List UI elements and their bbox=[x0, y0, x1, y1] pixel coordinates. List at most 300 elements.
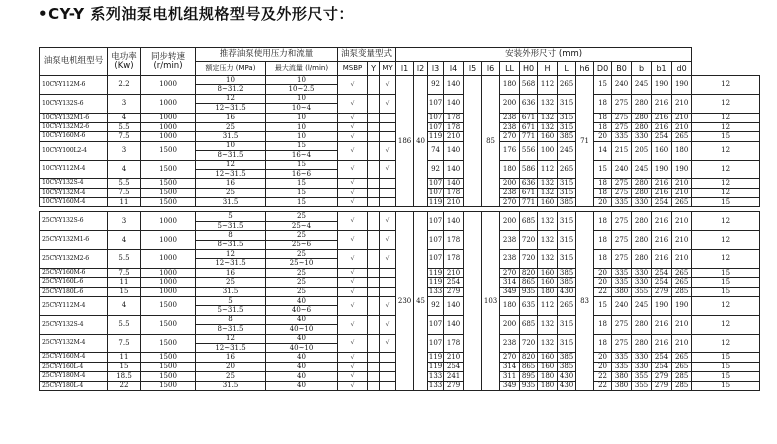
cell-pump-type: √ bbox=[338, 381, 368, 390]
cell-pressure: 5~31.5 bbox=[196, 306, 266, 315]
cell-D0: 335 bbox=[612, 278, 632, 287]
cell-LL: 238 bbox=[500, 188, 520, 197]
cell-H: 132 bbox=[538, 179, 558, 188]
cell-B0: 280 bbox=[632, 188, 652, 197]
cell-pump-type bbox=[368, 372, 380, 381]
cell-l4: 140 bbox=[444, 179, 464, 188]
cell-D0: 380 bbox=[612, 381, 632, 390]
cell-d0: 12 bbox=[692, 122, 760, 131]
cell-b: 254 bbox=[652, 353, 672, 362]
cell-D0: 335 bbox=[612, 362, 632, 371]
cell-power: 11 bbox=[108, 278, 141, 287]
cell-D0: 335 bbox=[612, 268, 632, 277]
cell-d0: 15 bbox=[692, 381, 760, 390]
cell-flow: 40~10 bbox=[266, 343, 338, 352]
cell-h6: 15 bbox=[594, 76, 612, 95]
cell-l3: 119 bbox=[428, 353, 443, 362]
cell-l3: 107 bbox=[428, 94, 444, 113]
cell-pump-type: √ bbox=[338, 362, 368, 371]
cell-b1: 210 bbox=[672, 188, 692, 197]
cell-pump-type bbox=[368, 122, 380, 131]
header-power: 电功率 (Kw) bbox=[108, 48, 141, 76]
cell-l-dim: 315 bbox=[558, 250, 576, 269]
cell-b1: 180 bbox=[672, 141, 692, 160]
cell-D0: 240 bbox=[612, 76, 632, 95]
cell-pump-type bbox=[368, 250, 380, 269]
cell-speed: 1500 bbox=[141, 179, 196, 188]
cell-pressure: 12 bbox=[196, 94, 266, 103]
cell-LL: 270 bbox=[500, 198, 520, 207]
cell-h6: 15 bbox=[594, 160, 612, 179]
cell-l-dim: 385 bbox=[558, 362, 576, 371]
cell-pump-type: √ bbox=[338, 141, 368, 160]
cell-b1: 210 bbox=[672, 212, 692, 231]
cell-l4: 279 bbox=[444, 381, 464, 390]
cell-flow: 25 bbox=[266, 212, 338, 221]
cell-pump-type bbox=[368, 212, 380, 231]
cell-h6: 15 bbox=[594, 296, 612, 315]
cell-LL: 238 bbox=[500, 334, 520, 353]
cell-flow: 40 bbox=[266, 353, 338, 362]
cell-H: 160 bbox=[538, 278, 558, 287]
cell-pump-type: √ bbox=[338, 278, 368, 287]
cell-pump-type: √ bbox=[338, 132, 368, 141]
cell-l3: 107 bbox=[428, 188, 443, 197]
cell-b: 254 bbox=[652, 278, 672, 287]
cell-l4: 178 bbox=[444, 250, 464, 269]
cell-pump-type bbox=[368, 334, 380, 353]
cell-b: 216 bbox=[652, 334, 672, 353]
cell-H0: 586 bbox=[520, 160, 538, 179]
cell-l4: 210 bbox=[444, 353, 464, 362]
header-dim-6: LL bbox=[500, 62, 520, 76]
cell-H: 132 bbox=[538, 212, 558, 231]
cell-B0: 280 bbox=[632, 212, 652, 231]
cell-pump-type bbox=[368, 231, 380, 250]
cell-flow: 25 bbox=[266, 268, 338, 277]
cell-B0: 330 bbox=[632, 132, 652, 141]
cell-pressure: 20 bbox=[196, 362, 266, 371]
cell-pressure: 8~31.5 bbox=[196, 325, 266, 334]
cell-pump-type: √ bbox=[338, 372, 368, 381]
cell-b1: 285 bbox=[672, 372, 692, 381]
header-dim-10: h6 bbox=[576, 62, 594, 76]
cell-l2: 45 bbox=[414, 212, 428, 390]
cell-d0: 12 bbox=[692, 212, 760, 231]
cell-flow: 25 bbox=[266, 278, 338, 287]
cell-flow: 15 bbox=[266, 188, 338, 197]
header-dim-5: l6 bbox=[482, 62, 500, 76]
cell-power: 15 bbox=[108, 362, 141, 371]
cell-power: 5.5 bbox=[108, 250, 141, 269]
cell-H: 160 bbox=[538, 268, 558, 277]
cell-pressure: 31.5 bbox=[196, 381, 266, 390]
cell-D0: 275 bbox=[612, 94, 632, 113]
cell-H: 160 bbox=[538, 362, 558, 371]
cell-l-dim: 315 bbox=[558, 94, 576, 113]
cell-B0: 280 bbox=[632, 334, 652, 353]
cell-H0: 671 bbox=[520, 188, 538, 197]
cell-b: 254 bbox=[652, 268, 672, 277]
cell-pressure: 25 bbox=[196, 278, 266, 287]
cell-l3: 92 bbox=[428, 76, 444, 95]
cell-pressure: 16 bbox=[196, 353, 266, 362]
cell-H: 132 bbox=[538, 122, 558, 131]
cell-speed: 1000 bbox=[141, 268, 196, 277]
cell-B0: 245 bbox=[632, 296, 652, 315]
header-dim-7: H0 bbox=[520, 62, 538, 76]
cell-l3: 119 bbox=[428, 132, 443, 141]
cell-H0: 671 bbox=[520, 113, 538, 122]
cell-model: 25CY-Y132M-4 bbox=[40, 334, 108, 353]
cell-model: 10CY-Y132S-4 bbox=[40, 179, 108, 188]
cell-l2: 40 bbox=[414, 76, 428, 207]
cell-b1: 210 bbox=[672, 94, 692, 113]
cell-D0: 275 bbox=[612, 179, 632, 188]
cell-l4: 140 bbox=[444, 160, 464, 179]
cell-model: 25CY-Y132M2-6 bbox=[40, 250, 108, 269]
cell-LL: 200 bbox=[500, 179, 520, 188]
cell-pump-type bbox=[368, 141, 380, 160]
cell-speed: 1000 bbox=[141, 132, 196, 141]
cell-l3: 119 bbox=[428, 268, 443, 277]
cell-B0: 245 bbox=[632, 160, 652, 179]
cell-l3: 107 bbox=[428, 315, 444, 334]
cell-flow: 40 bbox=[266, 296, 338, 305]
cell-pressure: 5~31.5 bbox=[196, 221, 266, 230]
cell-pump-type bbox=[368, 198, 380, 207]
cell-power: 11 bbox=[108, 198, 141, 207]
cell-H: 180 bbox=[538, 381, 558, 390]
cell-l4: 178 bbox=[444, 231, 464, 250]
cell-l4: 178 bbox=[444, 334, 464, 353]
cell-flow: 25 bbox=[266, 287, 338, 296]
cell-speed: 1000 bbox=[141, 231, 196, 250]
cell-H0: 820 bbox=[520, 353, 538, 362]
cell-B0: 355 bbox=[632, 287, 652, 296]
cell-power: 7.5 bbox=[108, 188, 141, 197]
cell-b1: 285 bbox=[672, 381, 692, 390]
cell-d0: 12 bbox=[692, 141, 760, 160]
cell-L: 83 bbox=[576, 212, 594, 390]
cell-d0: 12 bbox=[692, 94, 760, 113]
cell-LL: 270 bbox=[500, 353, 520, 362]
cell-flow: 10~2.5 bbox=[266, 85, 338, 94]
cell-l4: 254 bbox=[444, 278, 464, 287]
cell-speed: 1500 bbox=[141, 362, 196, 371]
cell-H0: 935 bbox=[520, 381, 538, 390]
cell-b: 254 bbox=[652, 362, 672, 371]
cell-pump-type bbox=[380, 188, 396, 197]
cell-H0: 635 bbox=[520, 296, 538, 315]
cell-flow: 40 bbox=[266, 372, 338, 381]
cell-l-dim: 385 bbox=[558, 132, 576, 141]
cell-l6: 103 bbox=[482, 212, 500, 390]
cell-d0: 12 bbox=[692, 231, 760, 250]
cell-flow: 10 bbox=[266, 76, 338, 85]
cell-l-dim: 315 bbox=[558, 334, 576, 353]
cell-speed: 1000 bbox=[141, 287, 196, 296]
cell-pump-type: √ bbox=[338, 94, 368, 113]
cell-power: 4 bbox=[108, 113, 141, 122]
cell-pressure: 8 bbox=[196, 315, 266, 324]
cell-l4: 210 bbox=[444, 198, 464, 207]
cell-H0: 685 bbox=[520, 315, 538, 334]
cell-pressure: 8~31.2 bbox=[196, 85, 266, 94]
cell-speed: 1000 bbox=[141, 250, 196, 269]
cell-b: 254 bbox=[652, 198, 672, 207]
cell-h6: 18 bbox=[594, 231, 612, 250]
cell-pressure: 8~31.5 bbox=[196, 240, 266, 249]
header-y: Y bbox=[368, 62, 380, 76]
cell-D0: 240 bbox=[612, 296, 632, 315]
cell-flow: 25~6 bbox=[266, 240, 338, 249]
cell-LL: 200 bbox=[500, 315, 520, 334]
cell-l4: 241 bbox=[444, 372, 464, 381]
cell-flow: 40 bbox=[266, 315, 338, 324]
cell-h6: 18 bbox=[594, 212, 612, 231]
cell-pump-type: √ bbox=[380, 296, 396, 315]
cell-b: 216 bbox=[652, 122, 672, 131]
cell-power: 18.5 bbox=[108, 372, 141, 381]
cell-H0: 720 bbox=[520, 231, 538, 250]
cell-pump-type: √ bbox=[338, 268, 368, 277]
cell-l-dim: 315 bbox=[558, 231, 576, 250]
cell-B0: 280 bbox=[632, 231, 652, 250]
cell-pump-type bbox=[380, 198, 396, 207]
cell-D0: 380 bbox=[612, 287, 632, 296]
cell-speed: 1500 bbox=[141, 296, 196, 315]
cell-pump-type bbox=[380, 353, 396, 362]
cell-pressure: 31.5 bbox=[196, 287, 266, 296]
cell-speed: 1500 bbox=[141, 353, 196, 362]
cell-l4: 140 bbox=[444, 94, 464, 113]
cell-LL: 200 bbox=[500, 94, 520, 113]
cell-l-dim: 315 bbox=[558, 179, 576, 188]
cell-pump-type: √ bbox=[338, 179, 368, 188]
cell-D0: 335 bbox=[612, 132, 632, 141]
cell-l-dim: 265 bbox=[558, 296, 576, 315]
cell-D0: 275 bbox=[612, 122, 632, 131]
cell-d0: 12 bbox=[692, 160, 760, 179]
cell-H: 112 bbox=[538, 76, 558, 95]
cell-D0: 380 bbox=[612, 372, 632, 381]
cell-pressure: 31.5 bbox=[196, 132, 266, 141]
cell-pump-type: √ bbox=[338, 188, 368, 197]
cell-L: 71 bbox=[576, 76, 594, 207]
cell-H: 132 bbox=[538, 334, 558, 353]
header-pump-type: 油泵变量型式 bbox=[338, 48, 396, 62]
cell-pump-type: √ bbox=[338, 122, 368, 131]
header-my: MY bbox=[380, 62, 396, 76]
cell-pump-type bbox=[368, 160, 380, 179]
cell-pressure: 25 bbox=[196, 188, 266, 197]
header-dim-9: L bbox=[558, 62, 576, 76]
cell-D0: 275 bbox=[612, 315, 632, 334]
cell-H: 100 bbox=[538, 141, 558, 160]
cell-model: 25CY-Y180L-4 bbox=[40, 381, 108, 390]
cell-pump-type bbox=[368, 353, 380, 362]
cell-model: 25CY-Y160L-6 bbox=[40, 278, 108, 287]
cell-H0: 671 bbox=[520, 122, 538, 131]
cell-l3: 107 bbox=[428, 113, 443, 122]
cell-l5 bbox=[464, 76, 482, 207]
cell-model: 25CY-Y132S-4 bbox=[40, 315, 108, 334]
cell-speed: 1000 bbox=[141, 113, 196, 122]
cell-LL: 238 bbox=[500, 113, 520, 122]
cell-D0: 335 bbox=[612, 198, 632, 207]
cell-b1: 190 bbox=[672, 160, 692, 179]
cell-flow: 15 bbox=[266, 141, 338, 150]
cell-pump-type: √ bbox=[380, 231, 396, 250]
cell-LL: 238 bbox=[500, 122, 520, 131]
cell-pressure: 12~31.5 bbox=[196, 169, 266, 178]
table-row bbox=[40, 212, 760, 221]
cell-speed: 1500 bbox=[141, 198, 196, 207]
cell-flow: 16~4 bbox=[266, 151, 338, 160]
cell-pump-type bbox=[368, 296, 380, 315]
cell-flow: 16~6 bbox=[266, 169, 338, 178]
cell-b1: 265 bbox=[672, 362, 692, 371]
cell-B0: 280 bbox=[632, 315, 652, 334]
cell-l4: 254 bbox=[444, 362, 464, 371]
cell-power: 5.5 bbox=[108, 122, 141, 131]
cell-pump-type: √ bbox=[338, 76, 368, 95]
cell-pressure: 12~31.5 bbox=[196, 343, 266, 352]
cell-pump-type bbox=[380, 362, 396, 371]
cell-l6: 85 bbox=[482, 76, 500, 207]
cell-speed: 1000 bbox=[141, 212, 196, 231]
cell-l4: 140 bbox=[444, 76, 464, 95]
cell-H: 132 bbox=[538, 94, 558, 113]
cell-D0: 275 bbox=[612, 212, 632, 231]
cell-pump-type bbox=[368, 315, 380, 334]
cell-b1: 285 bbox=[672, 287, 692, 296]
cell-l1: 186 bbox=[396, 76, 414, 207]
cell-l4: 178 bbox=[444, 188, 464, 197]
cell-B0: 330 bbox=[632, 198, 652, 207]
cell-B0: 280 bbox=[632, 250, 652, 269]
cell-D0: 240 bbox=[612, 160, 632, 179]
cell-pressure: 12 bbox=[196, 160, 266, 169]
cell-flow: 10 bbox=[266, 122, 338, 131]
page-title: •CY-Y 系列油泵电机组规格型号及外形尺寸： bbox=[38, 5, 354, 23]
cell-l3: 119 bbox=[428, 362, 443, 371]
cell-h6: 18 bbox=[594, 94, 612, 113]
cell-pump-type: √ bbox=[338, 250, 368, 269]
cell-model: 10CY-Y132M2-6 bbox=[40, 122, 108, 131]
cell-model: 10CY-Y132M1-6 bbox=[40, 113, 108, 122]
header-msbp: MSBP bbox=[338, 62, 368, 76]
cell-d0: 12 bbox=[692, 250, 760, 269]
cell-d0: 12 bbox=[692, 179, 760, 188]
cell-pressure: 10 bbox=[196, 141, 266, 150]
cell-power: 15 bbox=[108, 287, 141, 296]
cell-d0: 12 bbox=[692, 113, 760, 122]
cell-model: 10CY-Y132S-6 bbox=[40, 94, 108, 113]
cell-H: 160 bbox=[538, 132, 558, 141]
cell-l-dim: 385 bbox=[558, 278, 576, 287]
cell-pump-type: √ bbox=[338, 287, 368, 296]
cell-l3: 133 bbox=[428, 381, 443, 390]
cell-B0: 280 bbox=[632, 94, 652, 113]
cell-model: 10CY-Y112M-4 bbox=[40, 160, 108, 179]
cell-b: 279 bbox=[652, 287, 672, 296]
cell-LL: 349 bbox=[500, 381, 520, 390]
cell-l-dim: 265 bbox=[558, 76, 576, 95]
cell-D0: 275 bbox=[612, 231, 632, 250]
cell-l-dim: 430 bbox=[558, 381, 576, 390]
cell-h6: 18 bbox=[594, 122, 612, 131]
cell-b: 190 bbox=[652, 160, 672, 179]
cell-d0: 15 bbox=[692, 198, 760, 207]
cell-d0: 15 bbox=[692, 362, 760, 371]
cell-LL: 349 bbox=[500, 287, 520, 296]
cell-b: 216 bbox=[652, 250, 672, 269]
cell-speed: 1500 bbox=[141, 381, 196, 390]
cell-h6: 20 bbox=[594, 198, 612, 207]
cell-H: 160 bbox=[538, 198, 558, 207]
cell-pump-type bbox=[368, 362, 380, 371]
cell-B0: 330 bbox=[632, 353, 652, 362]
cell-H0: 935 bbox=[520, 287, 538, 296]
cell-flow: 25 bbox=[266, 231, 338, 240]
header-dim-3: l4 bbox=[444, 62, 464, 76]
cell-LL: 180 bbox=[500, 296, 520, 315]
cell-D0: 215 bbox=[612, 141, 632, 160]
header-dim-2: l3 bbox=[428, 62, 444, 76]
cell-B0: 245 bbox=[632, 76, 652, 95]
cell-H: 132 bbox=[538, 250, 558, 269]
cell-b: 279 bbox=[652, 381, 672, 390]
header-dim-15: d0 bbox=[672, 62, 692, 76]
cell-LL: 200 bbox=[500, 212, 520, 231]
cell-D0: 275 bbox=[612, 113, 632, 122]
cell-b: 190 bbox=[652, 296, 672, 315]
cell-pump-type bbox=[368, 381, 380, 390]
cell-H0: 720 bbox=[520, 250, 538, 269]
cell-pump-type: √ bbox=[338, 212, 368, 231]
cell-pump-type: √ bbox=[380, 76, 396, 95]
cell-flow: 10 bbox=[266, 132, 338, 141]
cell-H0: 771 bbox=[520, 132, 538, 141]
cell-power: 3 bbox=[108, 212, 141, 231]
cell-l4: 210 bbox=[444, 268, 464, 277]
cell-d0: 12 bbox=[692, 334, 760, 353]
header-dim-1: l2 bbox=[414, 62, 428, 76]
cell-H0: 636 bbox=[520, 179, 538, 188]
cell-speed: 1500 bbox=[141, 160, 196, 179]
cell-pressure: 16 bbox=[196, 113, 266, 122]
header-dim-8: H bbox=[538, 62, 558, 76]
cell-l4: 178 bbox=[444, 113, 464, 122]
cell-d0: 15 bbox=[692, 372, 760, 381]
cell-pump-type: √ bbox=[380, 315, 396, 334]
cell-pressure: 16 bbox=[196, 179, 266, 188]
cell-flow: 10~4 bbox=[266, 104, 338, 113]
cell-l3: 119 bbox=[428, 277, 443, 286]
cell-B0: 330 bbox=[632, 278, 652, 287]
cell-d0: 15 bbox=[692, 132, 760, 141]
cell-b1: 210 bbox=[672, 334, 692, 353]
cell-l-dim: 385 bbox=[558, 268, 576, 277]
cell-power: 2.2 bbox=[108, 76, 141, 95]
cell-pump-type bbox=[380, 381, 396, 390]
cell-H0: 636 bbox=[520, 94, 538, 113]
cell-l3: 133 bbox=[428, 287, 443, 296]
cell-h6: 22 bbox=[594, 381, 612, 390]
header-dim-11: D0 bbox=[594, 62, 612, 76]
